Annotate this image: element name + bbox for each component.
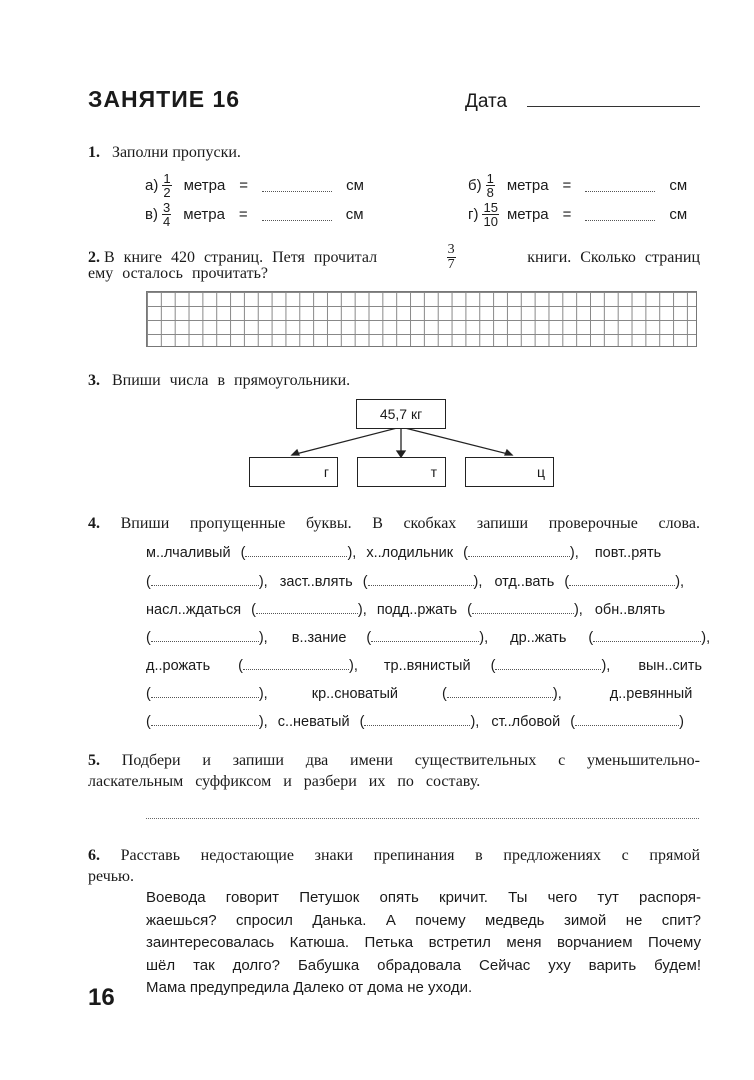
passage-line: Мама предупредила Далеко от дома не уходи. <box>146 979 473 996</box>
word: насл..ждаться <box>146 602 242 618</box>
check-word-blank[interactable] <box>151 629 259 642</box>
task2-number: 2. <box>88 249 100 266</box>
answer-box-t[interactable] <box>357 457 446 487</box>
check-word-blank[interactable] <box>151 713 259 726</box>
check-word-blank[interactable] <box>371 629 479 642</box>
equals-sign: = <box>562 177 572 194</box>
answer-blank[interactable] <box>585 179 655 192</box>
answer-blank[interactable] <box>262 179 332 192</box>
check-word-blank[interactable] <box>593 629 701 642</box>
word: кр..сноватый <box>311 686 398 702</box>
item-label: г) <box>468 206 479 223</box>
lesson-title: ЗАНЯТИЕ 16 <box>88 86 241 112</box>
unit-label: метра <box>506 177 549 194</box>
task6-number: 6. <box>88 847 100 864</box>
task1-item-a <box>145 172 364 199</box>
task6-text-1: Расставь недостающие знаки препинания в предложениях с прямой <box>120 847 701 864</box>
answer-line[interactable] <box>146 818 699 819</box>
task2-text-b: книги. Сколько страниц <box>527 249 700 266</box>
equals-sign: = <box>239 177 249 194</box>
task1-text: Заполни пропуски. <box>112 144 241 161</box>
word: вын..сить <box>638 658 703 674</box>
unit-t: т <box>430 464 437 480</box>
word: обн..влять <box>594 602 666 618</box>
answer-box-g[interactable] <box>249 457 338 487</box>
unit-label: метра <box>183 177 226 194</box>
word: ст..лбовой <box>491 714 561 730</box>
task3-number: 3. <box>88 372 100 389</box>
answer-box-ts[interactable] <box>465 457 554 487</box>
arrow-right <box>401 427 512 455</box>
word: д..рожать <box>146 658 211 674</box>
word: д..ревянный <box>609 686 693 702</box>
unit-g: г <box>323 464 329 480</box>
passage-line: заинтересовалась Катюша. Петька встретил меня ворчанием Почему <box>146 934 701 951</box>
task4-heading <box>88 513 700 534</box>
task1-item-v <box>145 201 364 228</box>
date-label: Дата <box>465 91 508 112</box>
task4-number: 4. <box>88 515 100 532</box>
check-word-blank[interactable] <box>245 544 347 557</box>
word: заст..влять <box>279 574 353 590</box>
arrow-left <box>292 427 401 455</box>
word: м..лчаливый <box>146 545 231 561</box>
equals-sign: = <box>238 206 248 223</box>
check-word-blank[interactable] <box>569 573 675 586</box>
item-label: в) <box>145 206 158 223</box>
item-label: б) <box>468 177 482 194</box>
mass-value: 45,7 кг <box>379 406 423 422</box>
task1-heading <box>88 142 241 163</box>
fraction: $\frac{1}{2}$ <box>163 171 171 200</box>
task6-line1 <box>88 845 700 866</box>
word: отд..вать <box>494 574 555 590</box>
unit-label: метра <box>506 206 549 223</box>
check-word-blank[interactable] <box>243 657 349 670</box>
answer-blank[interactable] <box>585 208 655 221</box>
task6-passage <box>146 887 701 1000</box>
task3-heading <box>88 370 350 391</box>
result-unit: см <box>669 177 688 194</box>
check-word-blank[interactable] <box>151 573 259 586</box>
task5-text-1: Подбери и запиши два имени существительных с уменьшительно- <box>121 752 701 769</box>
item-label: а) <box>145 177 159 194</box>
word: повт..рять <box>594 545 662 561</box>
check-word-blank[interactable] <box>368 573 474 586</box>
word: с..неватый <box>277 714 350 730</box>
check-word-blank[interactable] <box>468 544 570 557</box>
task5-line1 <box>88 750 700 771</box>
fraction: $\frac{3}{7}$ <box>447 242 455 272</box>
word-row: насл..ждаться ( ), подд..ржать ( ), обн..влять <box>146 602 666 618</box>
fraction: $\frac{3}{4}$ <box>162 200 171 229</box>
word: тр..вянистый <box>383 658 471 674</box>
task5-line2: ласкательным суффиксом и разбери их по составу. <box>88 773 481 790</box>
passage-line: шёл так долго? Бабушка обрадовала Сейчас уху варить будем! <box>146 956 701 974</box>
page-number: 16 <box>88 984 115 1011</box>
word: др..жать <box>510 630 567 646</box>
task1-item-g <box>468 201 687 228</box>
task5-number: 5. <box>88 752 100 769</box>
unit-label: метра <box>183 206 225 223</box>
date-field[interactable] <box>527 106 700 107</box>
check-word-blank[interactable] <box>575 713 679 726</box>
task2-text-a: В книге 420 страниц. Петя прочитал <box>104 249 378 266</box>
check-word-blank[interactable] <box>495 657 601 670</box>
unit-ts: ц <box>536 464 545 480</box>
mass-box <box>356 399 446 429</box>
check-word-blank[interactable] <box>256 601 358 614</box>
task1-item-b <box>468 172 687 199</box>
task4-text: Впиши пропущенные буквы. В скобках запиши проверочные слова. <box>120 515 700 532</box>
task3-text: Впиши числа в прямоугольники. <box>112 372 351 389</box>
word-row: ( ), заст..влять ( ), отд..вать ( ), <box>146 574 685 590</box>
passage-line: Воевода говорит Петушок опять кричит. Ты чего тут распоря- <box>146 889 701 906</box>
word-row: д..рожать ( ), тр..вянистый ( ), вын..сить <box>146 658 703 674</box>
fraction: $\frac{1}{8}$ <box>486 171 494 200</box>
check-word-blank[interactable] <box>472 601 574 614</box>
word-row: м..лчаливый ( ), х..лодильник ( ), повт..рять <box>146 545 662 561</box>
answer-grid[interactable] <box>146 291 697 347</box>
word: х..лодильник <box>366 545 454 561</box>
check-word-blank[interactable] <box>447 685 553 698</box>
equals-sign: = <box>562 206 572 223</box>
word: подд..ржать <box>376 602 458 618</box>
word-row: ( ), с..неватый ( ), ст..лбовой ( ) <box>146 714 684 730</box>
result-unit: см <box>346 177 364 194</box>
word: в..зание <box>291 630 347 646</box>
passage-line: жаешься? спросил Данька. А почему медведь зимой не спит? <box>146 911 701 929</box>
task1-number: 1. <box>88 144 100 161</box>
task6-line2: речью. <box>88 868 134 885</box>
check-word-blank[interactable] <box>364 713 470 726</box>
word-row: ( ), в..зание ( ), др..жать ( ), <box>146 630 711 646</box>
check-word-blank[interactable] <box>151 685 259 698</box>
task2-line2: ему осталось прочитать? <box>88 265 268 282</box>
result-unit: см <box>669 206 688 223</box>
answer-blank[interactable] <box>262 208 332 221</box>
fraction: $\frac{15}{10}$ <box>483 200 498 229</box>
result-unit: см <box>345 206 364 223</box>
word-row: ( ), кр..сноватый ( ), д..ревянный <box>146 686 693 702</box>
